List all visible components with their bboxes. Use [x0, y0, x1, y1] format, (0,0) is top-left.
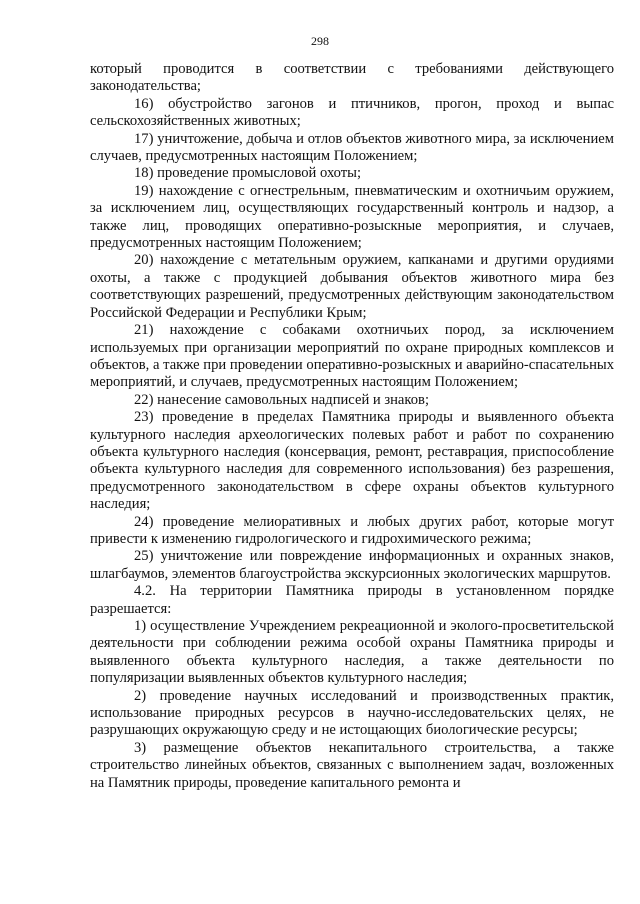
paragraph-item-18: 18) проведение промысловой охоты; — [134, 165, 362, 182]
document-body — [90, 61, 614, 792]
paragraph-item-19: 19) нахождение с огнестрельным, пневматическим и охотничьим оружием, за исключением лиц, осуществляющих государственный контроль и надзор, а также лиц, проводящих оперативно-розыскные мероприятия, и случаев, предусмотренных настоящим Положением; — [90, 182, 614, 252]
paragraph-item-16: 16) обустройство загонов и птичников, прогон, проход и выпас сельскохозяйственных животных; — [90, 95, 614, 130]
paragraph-allowed-3: 3) размещение объектов некапитального строительства, а также строительство линейных объектов, связанных с выполнением задач, возложенных на Памятник природы, проведение капитального ремонта и — [90, 739, 614, 791]
paragraph-item-20: 20) нахождение с метательным оружием, капканами и другими орудиями охоты, а также с продукцией добывания объектов животного мира без соответствующих разрешений, предусмотренных действующим законодательством Российской Федерации и Республики Крым; — [90, 252, 614, 321]
paragraph-item-25: 25) уничтожение или повреждение информационных и охранных знаков, шлагбаумов, элементов благоустройства экскурсионных экологических маршрутов. — [90, 548, 614, 582]
paragraph-item-23: 23) проведение в пределах Памятника природы и выявленного объекта культурного наследия археологических полевых работ и работ по сохранению объекта культурного наследия (консервация, ремонт, реставрация, приспособление объекта культурного наследия для современного использования) без разрешения, предусмотренного законодательством в сфере охраны объектов культурного наследия; — [90, 409, 614, 513]
paragraph-section-4-2: 4.2. На территории Памятника природы в установленном порядке разрешается: — [90, 583, 614, 617]
page-number: 298 — [311, 34, 329, 48]
paragraph-allowed-1: 1) осуществление Учреждением рекреационной и эколого-просветительской деятельности при соблюдении режима особой охраны Памятника природы и выявленного объекта культурного наследия, а также деятельности по популяризации выявленных объектов культурного наследия; — [90, 618, 614, 687]
paragraph-item-22: 22) нанесение самовольных надписей и знаков; — [134, 391, 430, 408]
paragraph-continuation: который проводится в соответствии с требованиями действующего законодательства; — [90, 61, 614, 95]
paragraph-item-21: 21) нахождение с собаками охотничьих пород, за исключением используемых при организации мероприятий по охране природных комплексов и объектов, а также при проведении оперативно-розыскных и аварийно-спасательных мероприятий, и случаев, предусмотренных настоящим Положением; — [90, 322, 614, 391]
paragraph-item-24: 24) проведение мелиоративных и любых других работ, которые могут привести к изменению гидрологического и гидрохимического режима; — [90, 513, 614, 547]
paragraph-allowed-2: 2) проведение научных исследований и производственных практик, использование природных ресурсов в научно-исследовательских целях, не разрушающих окружающую среду и не истощающих биологические ресурсы; — [90, 687, 614, 739]
paragraph-item-17: 17) уничтожение, добыча и отлов объектов животного мира, за исключением случаев, предусмотренных настоящим Положением; — [90, 130, 614, 165]
